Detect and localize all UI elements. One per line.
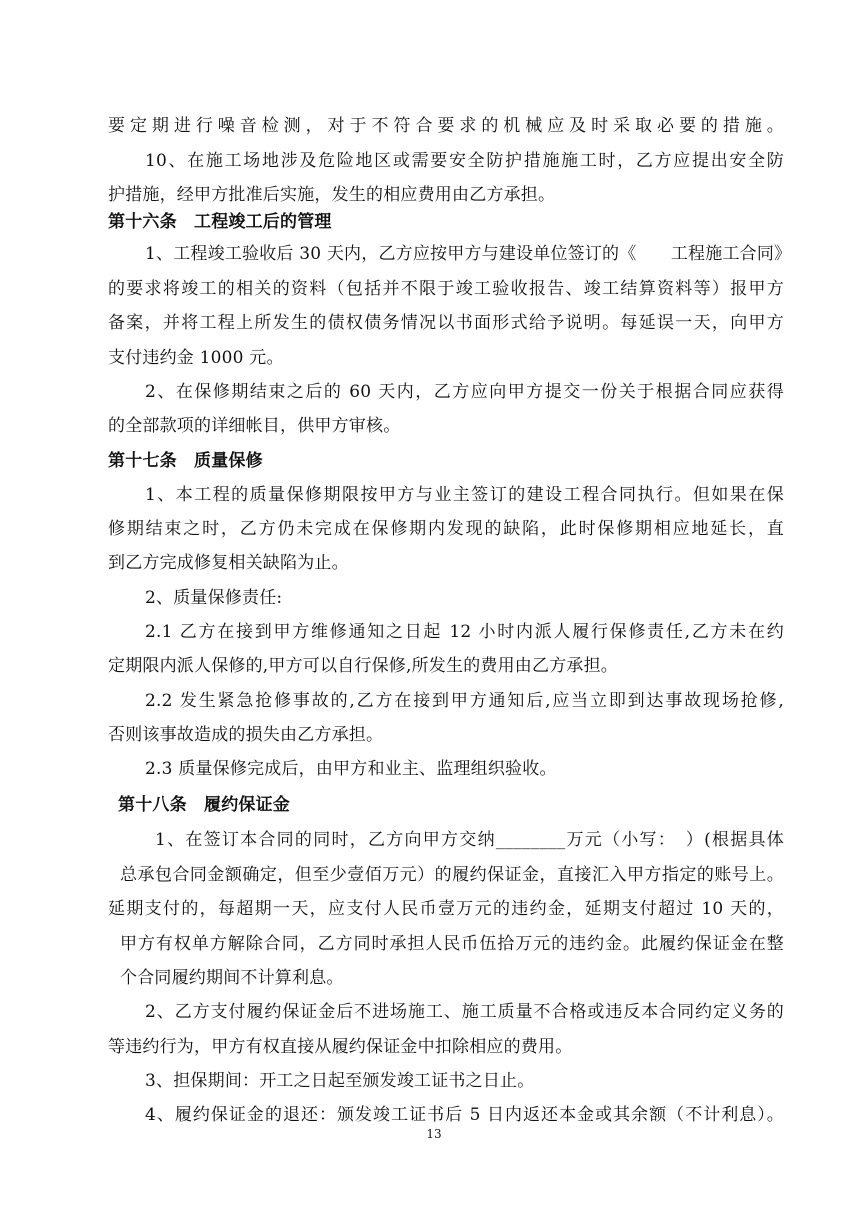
- body-line: 修期结束之时，乙方仍未完成在保修期内发现的缺陷，此时保修期相应地延长，直: [108, 519, 784, 539]
- body-line: 2.2 发生紧急抢修事故的,乙方在接到甲方通知后,应当立即到达事故现场抢修,: [145, 691, 784, 711]
- body-line: 支付违约金 1000 元。: [108, 348, 284, 368]
- section-heading: 第十七条 质量保修: [108, 451, 263, 471]
- section-heading: 第十八条 履约保证金: [118, 795, 290, 815]
- body-line: 10、在施工场地涉及危险地区或需要安全防护措施施工时，乙方应提出安全防: [145, 151, 784, 171]
- body-line: 的全部款项的详细帐目，供甲方审核。: [108, 416, 401, 436]
- body-line: 护措施，经甲方批准后实施，发生的相应费用由乙方承担。: [108, 185, 556, 205]
- body-line: 的要求将竣工的相关的资料（包括并不限于竣工验收报告、竣工结算资料等）报甲方: [108, 279, 784, 299]
- body-line: 3、担保期间：开工之日起至颁发竣工证书之日止。: [145, 1071, 535, 1091]
- section-heading: 第十六条 工程竣工后的管理: [108, 212, 332, 232]
- body-line: 总承包合同金额确定，但至少壹佰万元）的履约保证金，直接汇入甲方指定的账号上。: [120, 865, 784, 885]
- body-line: 否则该事故造成的损失由乙方承担。: [108, 725, 384, 745]
- body-line: 等违约行为，甲方有权直接从履约保证金中扣除相应的费用。: [108, 1037, 573, 1057]
- body-line: 4、履约保证金的退还：颁发竣工证书后 5 日内返还本金或其余额（不计利息）。: [145, 1105, 784, 1125]
- body-line: 2、质量保修责任:: [145, 588, 283, 608]
- body-line: 2、在保修期结束之后的 60 天内，乙方应向甲方提交一份关于根据合同应获得: [145, 382, 784, 402]
- body-line: 个合同履约期间不计算利息。: [120, 968, 344, 988]
- body-line: 甲方有权单方解除合同，乙方同时承担人民币伍拾万元的违约金。此履约保证金在整: [120, 934, 784, 954]
- body-line: 定期限内派人保修的,甲方可以自行保修,所发生的费用由乙方承担。: [108, 656, 619, 676]
- body-line: 1、在签订本合同的同时，乙方向甲方交纳________万元（小写： ）(根据具体: [155, 830, 784, 850]
- body-line: 1、本工程的质量保修期限按甲方与业主签订的建设工程合同执行。但如果在保: [145, 485, 784, 505]
- body-line: 到乙方完成修复相关缺陷为止。: [108, 553, 349, 573]
- body-line: 2、乙方支付履约保证金后不进场施工、施工质量不合格或违反本合同约定义务的: [145, 1002, 784, 1022]
- body-line: 2.1 乙方在接到甲方维修通知之日起 12 小时内派人履行保修责任,乙方未在约: [145, 622, 784, 642]
- body-line: 要定期进行噪音检测，对于不符合要求的机械应及时采取必要的措施。: [108, 116, 784, 136]
- body-line: 延期支付的，每超期一天，应支付人民币壹万元的违约金，延期支付超过 10 天的，: [108, 899, 784, 919]
- body-line: 2.3 质量保修完成后，由甲方和业主、监理组织验收。: [145, 759, 557, 779]
- body-line: 1、工程竣工验收后 30 天内，乙方应按甲方与建设单位签订的《 工程施工合同》: [145, 244, 792, 264]
- body-line: 备案，并将工程上所发生的债权债务情况以书面形式给予说明。每延误一天，向甲方: [108, 313, 784, 333]
- page-number: 13: [426, 1127, 442, 1141]
